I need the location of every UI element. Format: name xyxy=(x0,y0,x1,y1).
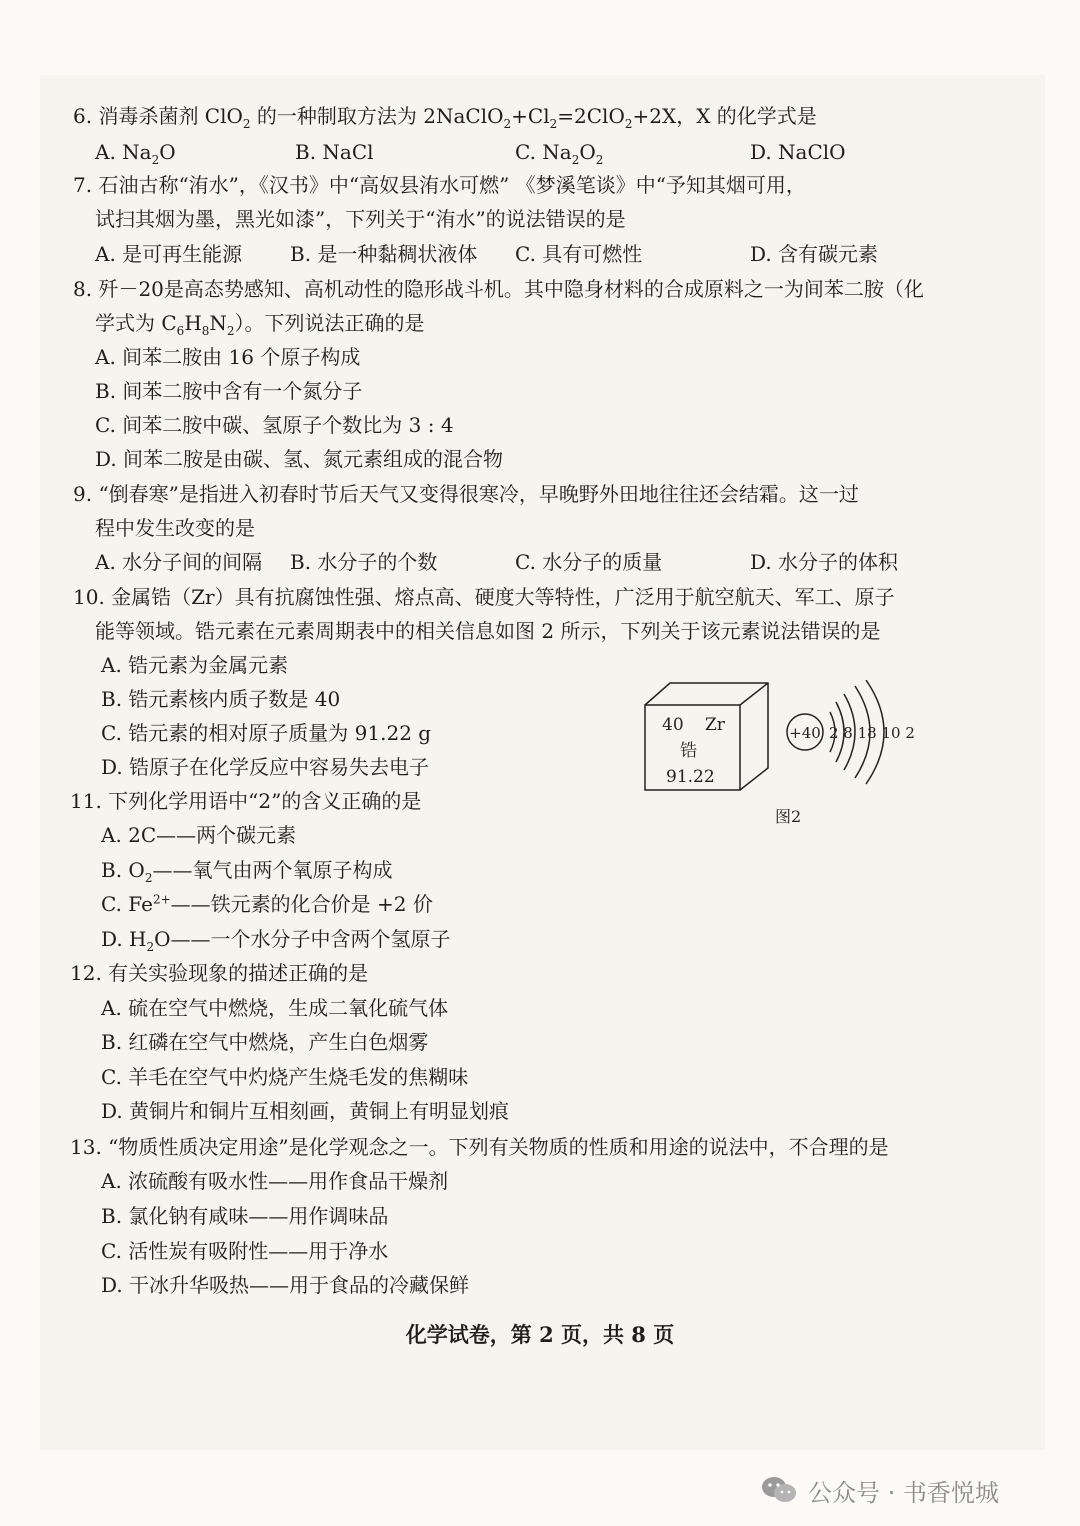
question-10-stem-line1: 10. 金属锆（Zr）具有抗腐蚀性强、熔点高、硬度大等特性，广泛用于航空航天、军工、原子 xyxy=(73,585,895,609)
wechat-icon xyxy=(760,1474,798,1506)
question-8-option-a: A. 间苯二胺由 16 个原子构成 xyxy=(95,345,361,369)
zirconium-diagram xyxy=(640,680,940,830)
option-a: A. 水分子间的间隔 xyxy=(95,550,263,574)
question-13-stem: 13. “物质性质决定用途”是化学观念之一。下列有关物质的性质和用途的说法中，不合理的是 xyxy=(70,1135,889,1159)
option-c: C. 具有可燃性 xyxy=(515,242,643,266)
option-c: C. $Na_2O_2$ xyxy=(515,140,604,167)
watermark xyxy=(760,1470,999,1510)
question-11-option-c: C. $Fe^{2+}——$铁元素的化合价是 +2 价 xyxy=(101,892,433,916)
question-13-option-b: B. 氯化钠有咸味——用作调味品 xyxy=(101,1204,389,1228)
option-d: D. 含有碳元素 xyxy=(750,242,879,266)
question-13-option-d: D. 干冰升华吸热——用于食品的冷藏保鲜 xyxy=(101,1273,470,1297)
atomic-number: 40 xyxy=(662,715,684,735)
question-11-option-b: B. $O_2——$氧气由两个氧原子构成 xyxy=(101,858,393,885)
question-12-option-d: D. 黄铜片和铜片互相刻画，黄铜上有明显划痕 xyxy=(101,1099,510,1123)
question-11-stem: 11. 下列化学用语中“2”的含义正确的是 xyxy=(70,789,422,813)
figure-2 xyxy=(640,680,940,830)
question-10-stem-line2: 能等领域。锆元素在元素周期表中的相关信息如图 2 所示，下列关于该元素说法错误的是 xyxy=(95,619,881,643)
question-11-option-a: A. 2C——两个碳元素 xyxy=(101,823,297,847)
question-10-option-b: B. 锆元素核内质子数是 40 xyxy=(101,687,341,711)
question-11-option-d: D. $H_2O——$一个水分子中含两个氢原子 xyxy=(101,927,451,954)
option-b: B. NaCl xyxy=(295,140,374,164)
question-7-stem-line1: 7. 石油古称“洧水”，《汉书》中“高奴县洧水可燃” 《梦溪笔谈》中“予知其烟可用， xyxy=(73,173,806,197)
question-12-option-a: A. 硫在空气中燃烧，生成二氧化硫气体 xyxy=(101,996,449,1020)
page-footer: 化学试卷，第 2 页，共 8 页 xyxy=(405,1322,675,1347)
question-10-option-c: C. 锆元素的相对原子质量为 91.22 g xyxy=(101,721,432,745)
question-7-stem-line2: 试扫其烟为墨，黑光如漆”，下列关于“洧水”的说法错误的是 xyxy=(95,207,626,231)
atomic-mass: 91.22 xyxy=(666,767,715,787)
question-9-stem-line1: 9. “倒春寒”是指进入初春时节后天气又变得很寒冷，早晚野外田地往往还会结霜。这一过 xyxy=(73,482,859,506)
question-12-option-c: C. 羊毛在空气中灼烧产生烧毛发的焦糊味 xyxy=(101,1065,469,1089)
option-b: B. 水分子的个数 xyxy=(290,550,438,574)
question-13-option-a: A. 浓硫酸有吸水性——用作食品干燥剂 xyxy=(101,1169,449,1193)
option-a: A. $Na_2O$ xyxy=(95,140,176,167)
question-8-stem-line2: 学式为 $C_6H_8N_2$）。下列说法正确的是 xyxy=(95,311,425,338)
question-8-option-b: B. 间苯二胺中含有一个氮分子 xyxy=(95,379,363,403)
figure-caption: 图2 xyxy=(775,807,802,826)
option-c: C. 水分子的质量 xyxy=(515,550,663,574)
option-a: A. 是可再生能源 xyxy=(95,242,243,266)
question-12-option-b: B. 红磷在空气中燃烧，产生白色烟雾 xyxy=(101,1030,429,1054)
option-d: D. NaClO xyxy=(750,140,846,164)
electron-shells: 2 8 18 10 2 xyxy=(829,724,915,742)
element-symbol: Zr xyxy=(705,715,725,735)
nuclear-charge: +40 xyxy=(789,724,821,742)
option-b: B. 是一种黏稠状液体 xyxy=(290,242,478,266)
question-8-option-d: D. 间苯二胺是由碳、氢、氮元素组成的混合物 xyxy=(95,447,504,471)
question-12-stem: 12. 有关实验现象的描述正确的是 xyxy=(70,961,369,985)
question-10-option-d: D. 锆原子在化学反应中容易失去电子 xyxy=(101,755,430,779)
watermark-text: 公众号 · 书香悦城 xyxy=(808,1478,999,1507)
element-name: 锆 xyxy=(680,741,697,761)
question-6-stem: 6. 消毒杀菌剂 ClO$_2$ 的一种制取方法为 $2NaClO_2+Cl_2=2ClO_2+2X$，X 的化学式是 xyxy=(73,104,817,131)
option-d: D. 水分子的体积 xyxy=(750,550,899,574)
question-13-option-c: C. 活性炭有吸附性——用于净水 xyxy=(101,1239,389,1263)
question-8-stem-line1: 8. 歼－20是高态势感知、高机动性的隐形战斗机。其中隐身材料的合成原料之一为间苯二胺（化 xyxy=(73,277,924,301)
question-10-option-a: A. 锆元素为金属元素 xyxy=(101,653,289,677)
question-9-stem-line2: 程中发生改变的是 xyxy=(95,516,255,540)
question-8-option-c: C. 间苯二胺中碳、氢原子个数比为 3 : 4 xyxy=(95,413,454,437)
